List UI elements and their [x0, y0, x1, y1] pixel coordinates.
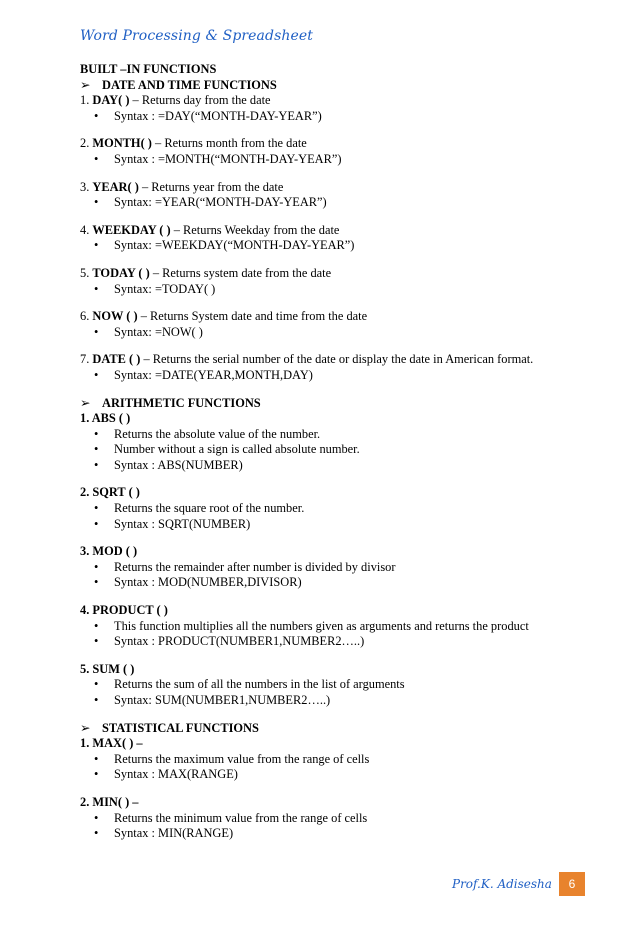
spacer	[80, 473, 580, 485]
bullet-dot-icon: •	[94, 559, 99, 574]
function-description: – Returns year from the date	[138, 179, 284, 194]
bullet-item	[80, 767, 580, 783]
bullet-item	[80, 109, 580, 125]
function-entry	[80, 223, 580, 239]
bullet-dot-icon: •	[94, 442, 99, 457]
bullet-item	[80, 368, 580, 384]
bullet-item	[80, 325, 580, 341]
function-entry	[80, 266, 580, 282]
bullet-item	[80, 458, 580, 474]
function-title: 2. MIN( ) –	[80, 794, 139, 809]
bullet-dot-icon: •	[94, 693, 99, 707]
bullet-text: Syntax : MIN(RANGE)	[114, 826, 234, 841]
document-body	[80, 62, 580, 842]
bullet-item	[80, 575, 580, 591]
bullet-dot-icon: •	[94, 634, 99, 649]
function-name: WEEKDAY ( )	[92, 222, 171, 237]
function-name: NOW ( )	[92, 309, 138, 324]
bullet-dot-icon: •	[94, 281, 99, 296]
function-entry	[80, 136, 580, 152]
spacer	[80, 168, 580, 180]
arrow-bullet-icon: ➢	[80, 395, 91, 410]
arithmetic-function-list	[80, 411, 580, 721]
bullet-item	[80, 693, 580, 709]
bullet-text: Returns the maximum value from the range of cells	[114, 751, 370, 766]
bullet-dot-icon: •	[94, 826, 99, 841]
function-name: MONTH( )	[92, 136, 152, 151]
page-header: Word Processing & Spreadsheet	[80, 28, 313, 44]
function-title: 1. ABS ( )	[80, 411, 131, 426]
spacer	[80, 532, 580, 544]
section-title: DATE AND TIME FUNCTIONS	[102, 77, 277, 92]
bullet-dot-icon: •	[94, 810, 99, 825]
function-name: YEAR( )	[92, 179, 139, 194]
section-title: ARITHMETIC FUNCTIONS	[102, 395, 261, 410]
bullet-item	[80, 826, 580, 842]
bullet-dot-icon: •	[94, 516, 99, 531]
bullet-text: Returns the minimum value from the range of cells	[114, 810, 368, 825]
spacer	[80, 709, 580, 721]
function-number: 3.	[80, 179, 93, 194]
bullet-item	[80, 677, 580, 693]
bullet-dot-icon: •	[94, 677, 99, 692]
function-number: 4.	[80, 222, 93, 237]
bullet-dot-icon: •	[94, 151, 99, 166]
bullet-dot-icon: •	[94, 108, 99, 123]
bullet-item	[80, 152, 580, 168]
footer-author: Prof.K. Adisesha	[452, 877, 552, 891]
statistical-function-list	[80, 736, 580, 842]
bullet-text: Syntax: =WEEKDAY(“MONTH-DAY-YEAR”)	[114, 238, 355, 253]
bullet-dot-icon: •	[94, 238, 99, 253]
page-number-badge: 6	[559, 872, 585, 896]
function-name: DATE ( )	[92, 352, 141, 367]
function-number: 1.	[80, 93, 93, 108]
bullet-dot-icon: •	[94, 324, 99, 339]
bullet-dot-icon: •	[94, 501, 99, 516]
bullet-text: Syntax: =TODAY( )	[114, 281, 216, 296]
section-heading-statistical	[80, 721, 580, 737]
function-description: – Returns the serial number of the date or display the date in American format.	[140, 352, 534, 367]
bullet-dot-icon: •	[94, 426, 99, 441]
spacer	[80, 340, 580, 352]
spacer	[80, 783, 580, 795]
function-name: TODAY ( )	[92, 265, 150, 280]
function-title: 1. MAX( ) –	[80, 736, 143, 751]
spacer	[80, 124, 580, 136]
section-title: STATISTICAL FUNCTIONS	[102, 720, 259, 735]
bullet-text: Returns the square root of the number.	[114, 501, 305, 516]
function-entry	[80, 93, 580, 109]
bullet-item	[80, 811, 580, 827]
function-title: 4. PRODUCT ( )	[80, 603, 168, 618]
function-name: DAY( )	[92, 93, 130, 108]
function-description: – Returns system date from the date	[149, 265, 332, 280]
spacer	[80, 591, 580, 603]
function-entry	[80, 180, 580, 196]
arrow-bullet-icon: ➢	[80, 720, 91, 735]
bullet-item	[80, 501, 580, 517]
bullet-text: This function multiplies all the numbers given as arguments and returns the product	[114, 618, 529, 633]
arrow-bullet-icon: ➢	[80, 77, 91, 92]
bullet-text: Syntax : MAX(RANGE)	[114, 767, 238, 782]
bullet-text: Syntax : =MONTH(“MONTH-DAY-YEAR”)	[114, 151, 342, 166]
bullet-dot-icon: •	[94, 195, 99, 210]
bullet-text: Syntax : SQRT(NUMBER)	[114, 516, 251, 531]
function-number: 6.	[80, 309, 93, 324]
bullet-text: Returns the absolute value of the number.	[114, 426, 321, 441]
section-heading-date-time	[80, 78, 580, 94]
bullet-dot-icon: •	[94, 751, 99, 766]
spacer	[80, 211, 580, 223]
bullet-item	[80, 238, 580, 254]
bullet-text: Number without a sign is called absolute number.	[114, 442, 360, 457]
bullet-item	[80, 282, 580, 298]
bullet-item	[80, 517, 580, 533]
bullet-text: Returns the remainder after number is divided by divisor	[114, 559, 396, 574]
section-heading-arithmetic	[80, 396, 580, 412]
function-number: 5.	[80, 265, 93, 280]
bullet-item	[80, 560, 580, 576]
bullet-text: Syntax : =DAY(“MONTH-DAY-YEAR”)	[114, 108, 322, 123]
main-heading: BUILT –IN FUNCTIONS	[80, 62, 217, 76]
function-title: 2. SQRT ( )	[80, 485, 140, 500]
bullet-text: Returns the sum of all the numbers in the list of arguments	[114, 677, 405, 692]
function-number: 7.	[80, 352, 93, 367]
spacer	[80, 384, 580, 396]
date-function-list	[80, 93, 580, 395]
bullet-item	[80, 427, 580, 443]
bullet-text: Syntax: =NOW( )	[114, 324, 203, 339]
page-footer	[452, 873, 585, 895]
function-description: – Returns Weekday from the date	[170, 222, 340, 237]
function-title: 5. SUM ( )	[80, 661, 135, 676]
bullet-item	[80, 442, 580, 458]
function-entry	[80, 352, 580, 368]
function-number: 2.	[80, 136, 93, 151]
bullet-dot-icon: •	[94, 575, 99, 590]
spacer	[80, 254, 580, 266]
bullet-item	[80, 752, 580, 768]
spacer	[80, 650, 580, 662]
function-description: – Returns System date and time from the date	[137, 309, 368, 324]
bullet-dot-icon: •	[94, 367, 99, 382]
bullet-text: Syntax: =DATE(YEAR,MONTH,DAY)	[114, 367, 313, 382]
bullet-dot-icon: •	[94, 767, 99, 782]
bullet-text: Syntax: SUM(NUMBER1,NUMBER2…..)	[114, 693, 331, 707]
function-description: – Returns month from the date	[151, 136, 307, 151]
bullet-dot-icon: •	[94, 457, 99, 472]
function-title: 3. MOD ( )	[80, 544, 138, 559]
bullet-text: Syntax: =YEAR(“MONTH-DAY-YEAR”)	[114, 195, 327, 210]
function-description: – Returns day from the date	[129, 93, 271, 108]
bullet-text: Syntax : MOD(NUMBER,DIVISOR)	[114, 575, 302, 590]
bullet-text: Syntax : ABS(NUMBER)	[114, 457, 243, 472]
bullet-item	[80, 195, 580, 211]
bullet-dot-icon: •	[94, 618, 99, 633]
bullet-item	[80, 634, 580, 650]
function-entry	[80, 309, 580, 325]
bullet-item	[80, 619, 580, 635]
bullet-text: Syntax : PRODUCT(NUMBER1,NUMBER2…..)	[114, 634, 365, 649]
spacer	[80, 297, 580, 309]
